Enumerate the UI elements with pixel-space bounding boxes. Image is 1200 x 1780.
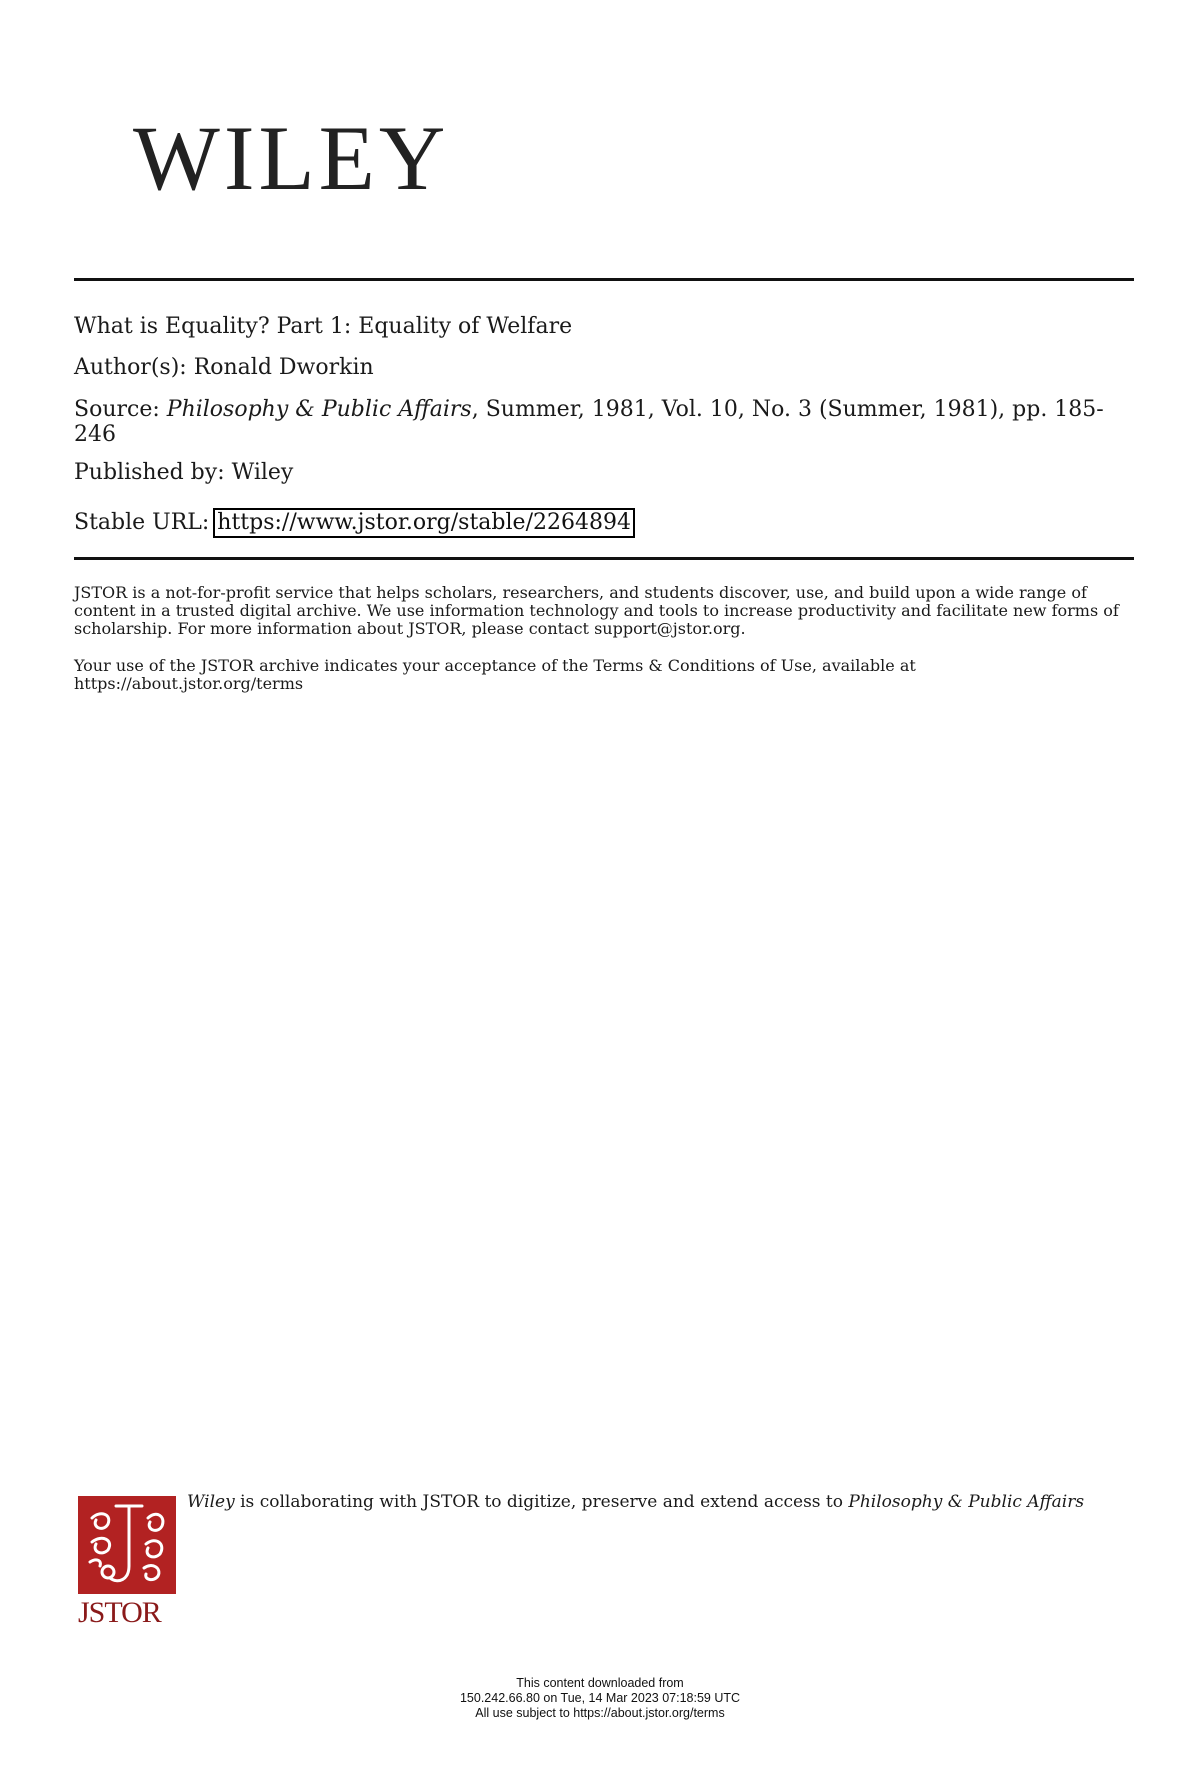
published-label: Published by: <box>74 460 225 485</box>
collab-journal: Philosophy & Public Affairs <box>848 1492 1085 1512</box>
jstor-wordmark: JSTOR <box>78 1596 161 1629</box>
publisher-value: Wiley <box>231 460 294 485</box>
footer-line-2: 150.242.66.80 on Tue, 14 Mar 2023 07:18:59 UTC <box>459 1691 741 1705</box>
stable-url-row <box>74 508 1134 538</box>
collab-publisher: Wiley <box>187 1492 235 1512</box>
authors-value: Ronald Dworkin <box>193 355 374 380</box>
download-footer <box>0 1676 1200 1721</box>
jstor-ornament-icon <box>78 1496 176 1594</box>
authors-label: Author(s): <box>74 355 187 380</box>
article-title: What is Equality? Part 1: Equality of Welfare <box>74 314 573 339</box>
terms-notice: Your use of the JSTOR archive indicates your acceptance of the Terms & Conditions of Use, available at https://about.jstor.org/terms <box>74 656 916 693</box>
footer-line-3: All use subject to https://about.jstor.org/terms <box>475 1706 725 1720</box>
article-source <box>74 397 1134 448</box>
journal-title: Philosophy & Public Affairs <box>166 397 472 422</box>
footer-line-1: This content downloaded from <box>516 1676 684 1690</box>
top-divider <box>74 278 1134 281</box>
jstor-logo <box>78 1496 176 1630</box>
collab-text: is collaborating with JSTOR to digitize, preserve and extend access to <box>234 1492 849 1512</box>
article-authors <box>74 356 1134 380</box>
stable-url-label: Stable URL: <box>74 510 210 535</box>
source-detail: , Summer, 1981, Vol. 10, No. 3 (Summer, 1981), pp. 185-246 <box>74 397 1104 448</box>
stable-url-link[interactable]: https://www.jstor.org/stable/2264894 <box>213 508 635 538</box>
bottom-divider <box>74 557 1134 560</box>
jstor-about-notice: JSTOR is a not-for-profit service that helps scholars, researchers, and students discover, use, and build upon a wide range of content in a trusted digital archive. We use information technology and tools to increase productivity and facilitate new forms of scholarship. For more information about JSTOR, please contact support@jstor.org. <box>74 583 1119 638</box>
source-label: Source: <box>74 397 160 422</box>
wiley-logo: WILEY <box>133 107 450 209</box>
article-publisher <box>74 461 1134 485</box>
collaboration-statement <box>187 1493 1087 1512</box>
